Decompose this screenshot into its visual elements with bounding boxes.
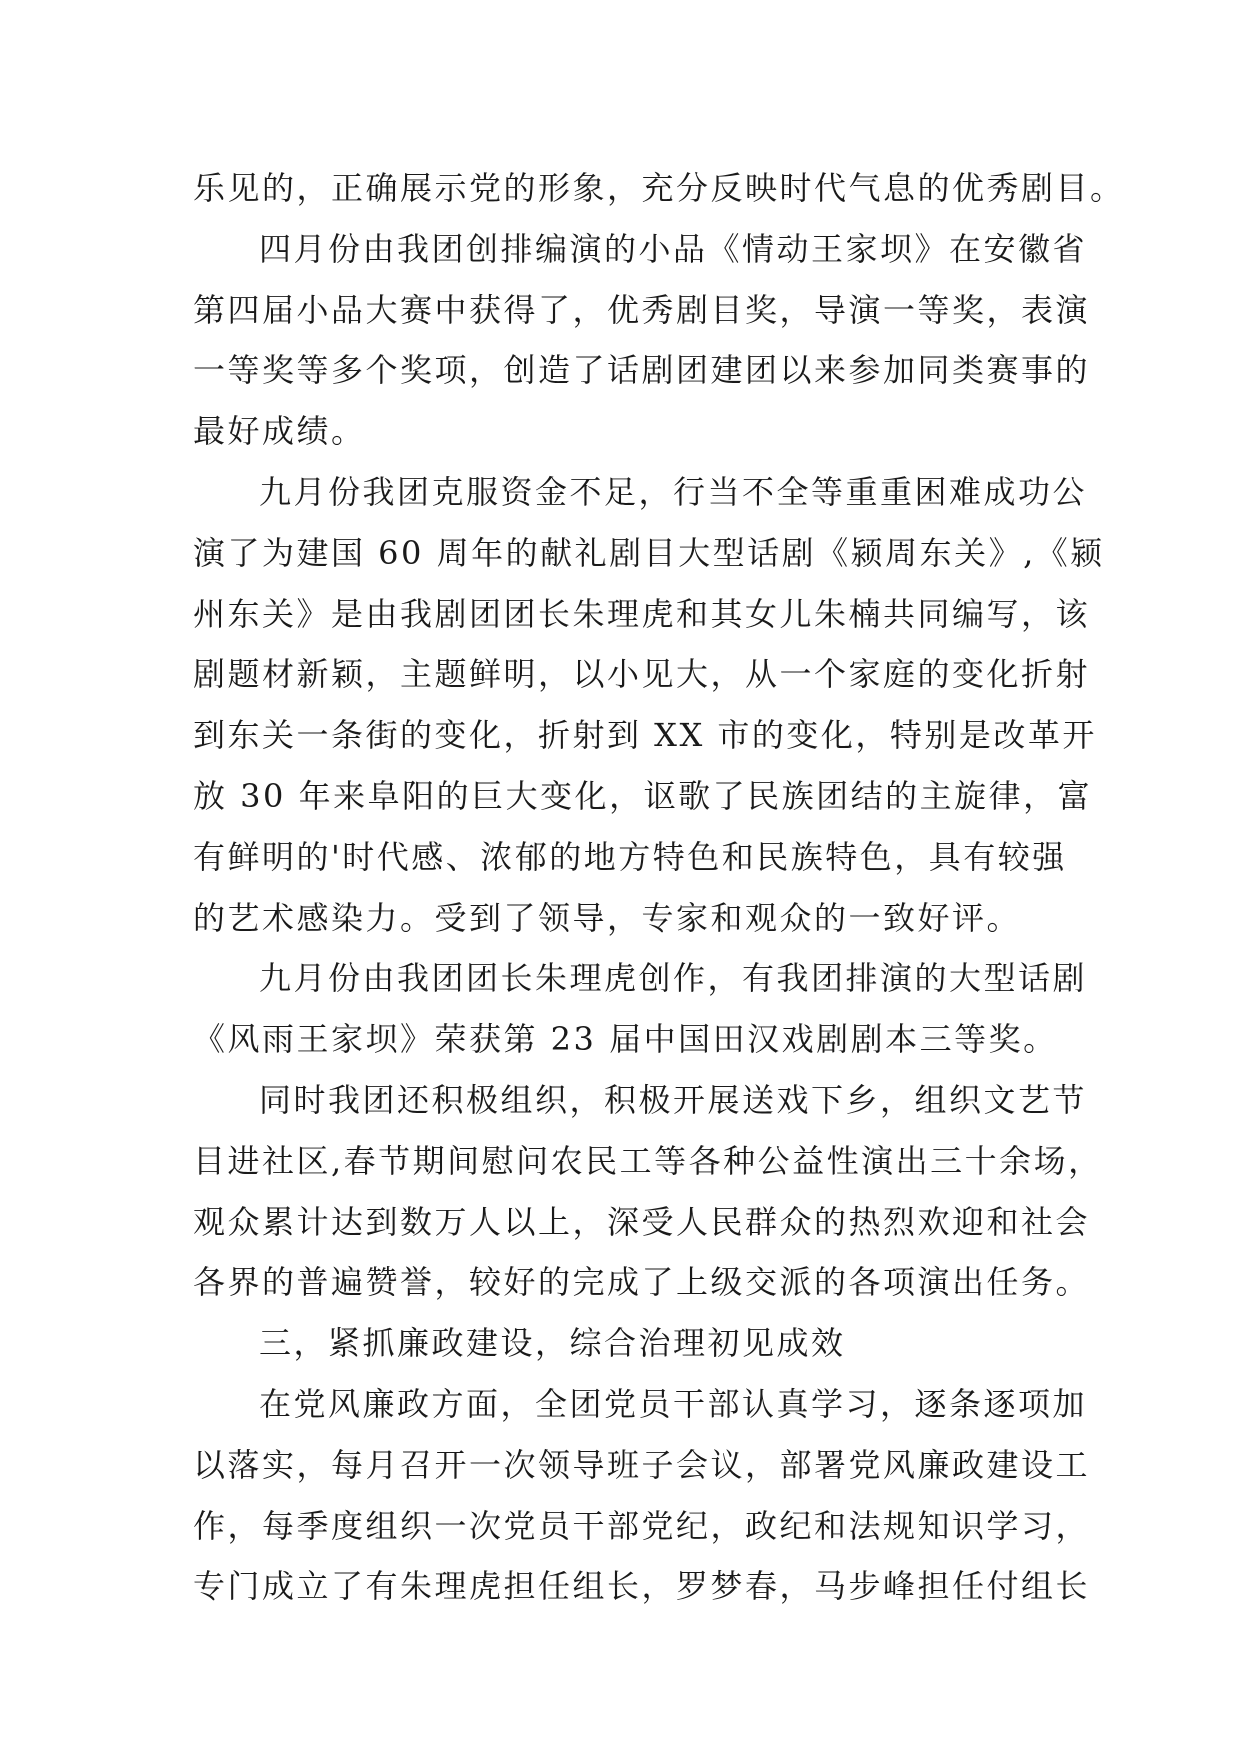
text-line: 有鲜明的'时代感、浓郁的地方特色和民族特色，具有较强	[193, 837, 1067, 876]
text-line: 演了为建国 60 周年的献礼剧目大型话剧《颍周东关》,《颍	[193, 533, 1105, 572]
text-line: 《风雨王家坝》荣获第 23 届中国田汉戏剧剧本三等奖。	[193, 1020, 1058, 1059]
text-line: 第四届小品大赛中获得了，优秀剧目奖，导演一等奖，表演	[193, 290, 1091, 329]
text-line: 最好成绩。	[193, 412, 366, 451]
text-line: 作，每季度组织一次党员干部党纪，政纪和法规知识学习，	[193, 1506, 1091, 1545]
text-line: 到东关一条街的变化，折射到 XX 市的变化，特别是改革开	[193, 716, 1097, 755]
text-line: 州东关》是由我剧团团长朱理虎和其女儿朱楠共同编写，该	[193, 594, 1091, 633]
text-line: 的艺术感染力。受到了领导，专家和观众的一致好评。	[193, 898, 1022, 937]
text-line: 各界的普遍赞誉，较好的完成了上级交派的各项演出任务。	[193, 1263, 1091, 1302]
text-line: 一等奖等多个奖项，创造了话剧团建团以来参加同类赛事的	[193, 351, 1091, 390]
text-line: 四月份由我团创排编演的小品《情动王家坝》在安徽省	[259, 229, 1088, 268]
text-line: 同时我团还积极组织，积极开展送戏下乡，组织文艺节	[259, 1080, 1088, 1119]
text-line: 剧题材新颖，主题鲜明，以小见大，从一个家庭的变化折射	[193, 655, 1091, 694]
section-heading: 三，紧抓廉政建设，综合治理初见成效	[259, 1324, 846, 1363]
text-line: 目进社区,春节期间慰问农民工等各种公益性演出三十余场，	[193, 1141, 1103, 1180]
text-line: 放 30 年来阜阳的巨大变化，讴歌了民族团结的主旋律，富	[193, 776, 1093, 815]
text-line: 乐见的，正确展示党的形象，充分反映时代气息的优秀剧目。	[193, 169, 1125, 207]
text-line: 专门成立了有朱理虎担任组长，罗梦春，马步峰担任付组长	[193, 1567, 1091, 1606]
text-line: 在党风廉政方面，全团党员干部认真学习，逐条逐项加	[259, 1384, 1088, 1423]
text-line: 九月份我团克服资金不足，行当不全等重重困难成功公	[259, 472, 1088, 511]
text-line: 九月份由我团团长朱理虎创作，有我团排演的大型话剧	[259, 959, 1088, 998]
text-line: 以落实，每月召开一次领导班子会议，部署党风廉政建设工	[193, 1445, 1091, 1484]
text-line: 观众累计达到数万人以上，深受人民群众的热烈欢迎和社会	[193, 1202, 1091, 1241]
document-body	[193, 158, 1125, 1617]
